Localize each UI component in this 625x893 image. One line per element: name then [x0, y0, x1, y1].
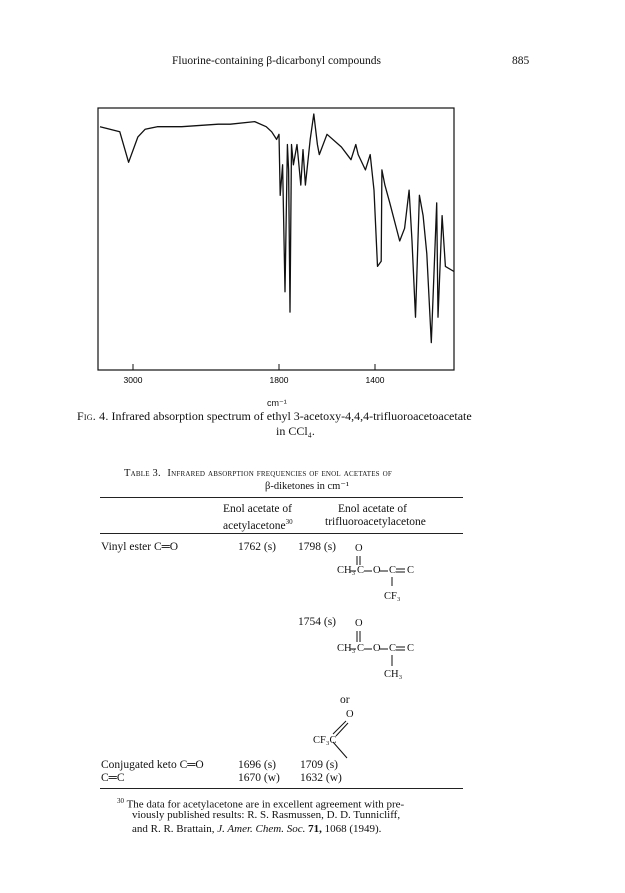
row-vinyl-ester-col2: 1798 (s): [298, 541, 337, 553]
table-top-rule: [100, 497, 463, 498]
footnote-line3: [132, 823, 381, 837]
row-cc-col1: 1670 (w): [238, 772, 280, 784]
struct-a-bonds: [330, 553, 450, 613]
struct-a-c3: C: [407, 565, 415, 576]
row-label-conjugated-keto: Conjugated keto C═O: [101, 759, 204, 771]
col2-header-line2: trifluoroacetylacetone: [325, 516, 426, 528]
struct-c-group: CF₃C: [313, 735, 337, 746]
spectrum-trace: [100, 114, 454, 343]
row-vinyl-ester-col1: 1762 (s): [238, 541, 277, 553]
x-tick-label: 3000: [123, 375, 143, 385]
col1-header-line1: Enol acetate of: [223, 503, 292, 515]
footnote-mark: 30: [117, 797, 124, 805]
struct-b-ester-o: O: [373, 643, 381, 654]
struct-a-ch3: CH₃: [337, 565, 356, 576]
figure-caption: [77, 409, 547, 423]
or-text: or: [340, 694, 350, 706]
struct-a-c1: C: [357, 565, 365, 576]
row-label-cc: C═C: [101, 772, 125, 784]
struct-b-carbonyl-o: O: [355, 618, 363, 629]
struct-b-c1: C: [357, 643, 365, 654]
table-label: Table 3.: [124, 468, 161, 479]
running-title: Fluorine-containing β-dicarbonyl compounds: [172, 55, 381, 67]
struct-c-carbonyl-o: O: [346, 709, 354, 720]
struct-b-c2: C: [389, 643, 397, 654]
x-axis-unit: cm⁻¹: [267, 398, 287, 408]
footnote-journal: J. Amer. Chem. Soc.: [217, 823, 306, 835]
footnote-volume: 71,: [308, 823, 322, 835]
row-vinyl-ester-col2-extra: 1754 (s): [298, 616, 337, 628]
table-title-line2: β-diketones in cm⁻¹: [265, 481, 350, 492]
struct-b-chain: [337, 643, 415, 654]
col2-header-line1: Enol acetate of: [338, 503, 407, 515]
col1-note-mark: 30: [285, 518, 293, 526]
row-label-vinyl-ester: Vinyl ester C═O: [101, 541, 179, 553]
figure-label: Fig. 4.: [77, 409, 109, 423]
table-title-line1: Infrared absorption frequencies of enol acetates of: [167, 468, 392, 479]
struct-a-c2: C: [389, 565, 397, 576]
footnote-pages: 1068 (1949).: [324, 823, 382, 835]
page-number: 885: [512, 55, 530, 67]
footnote-line2: viously published results: R. S. Rasmussen, D. D. Tunnicliff,: [132, 809, 401, 821]
struct-a-substituent: CF₃: [384, 591, 401, 602]
col1-header-line2: acetylacetone: [223, 519, 286, 532]
x-tick-label: 1800: [269, 375, 289, 385]
table-header-rule: [100, 533, 463, 534]
col1-header: [223, 516, 293, 533]
struct-b-c3: C: [407, 643, 415, 654]
struct-b-substituent: CH₃: [384, 669, 403, 680]
row-cc-col2: 1632 (w): [300, 772, 342, 784]
row-conjugated-keto-col2: 1709 (s): [300, 759, 339, 771]
struct-b-ch3: CH₃: [337, 643, 356, 654]
footnote-authors: and R. R. Brattain,: [132, 823, 215, 835]
table-title: [124, 467, 392, 480]
x-tick-label: 1400: [365, 375, 385, 385]
figure-caption-text: Infrared absorption spectrum of ethyl 3-acetoxy-4,4,4-trifluoroacetoacetate: [111, 409, 472, 423]
ir-spectrum-chart: [96, 106, 456, 396]
footnote-text-1: The data for acetylacetone are in excellent agreement with pre-: [126, 798, 405, 811]
struct-a-ester-o: O: [373, 565, 381, 576]
row-conjugated-keto-col1: 1696 (s): [238, 759, 277, 771]
struct-a-chain: [337, 565, 415, 576]
struct-a-carbonyl-o: O: [355, 543, 363, 554]
figure-caption-line2: in CCl₄.: [276, 424, 315, 438]
table-bottom-rule: [100, 788, 463, 789]
